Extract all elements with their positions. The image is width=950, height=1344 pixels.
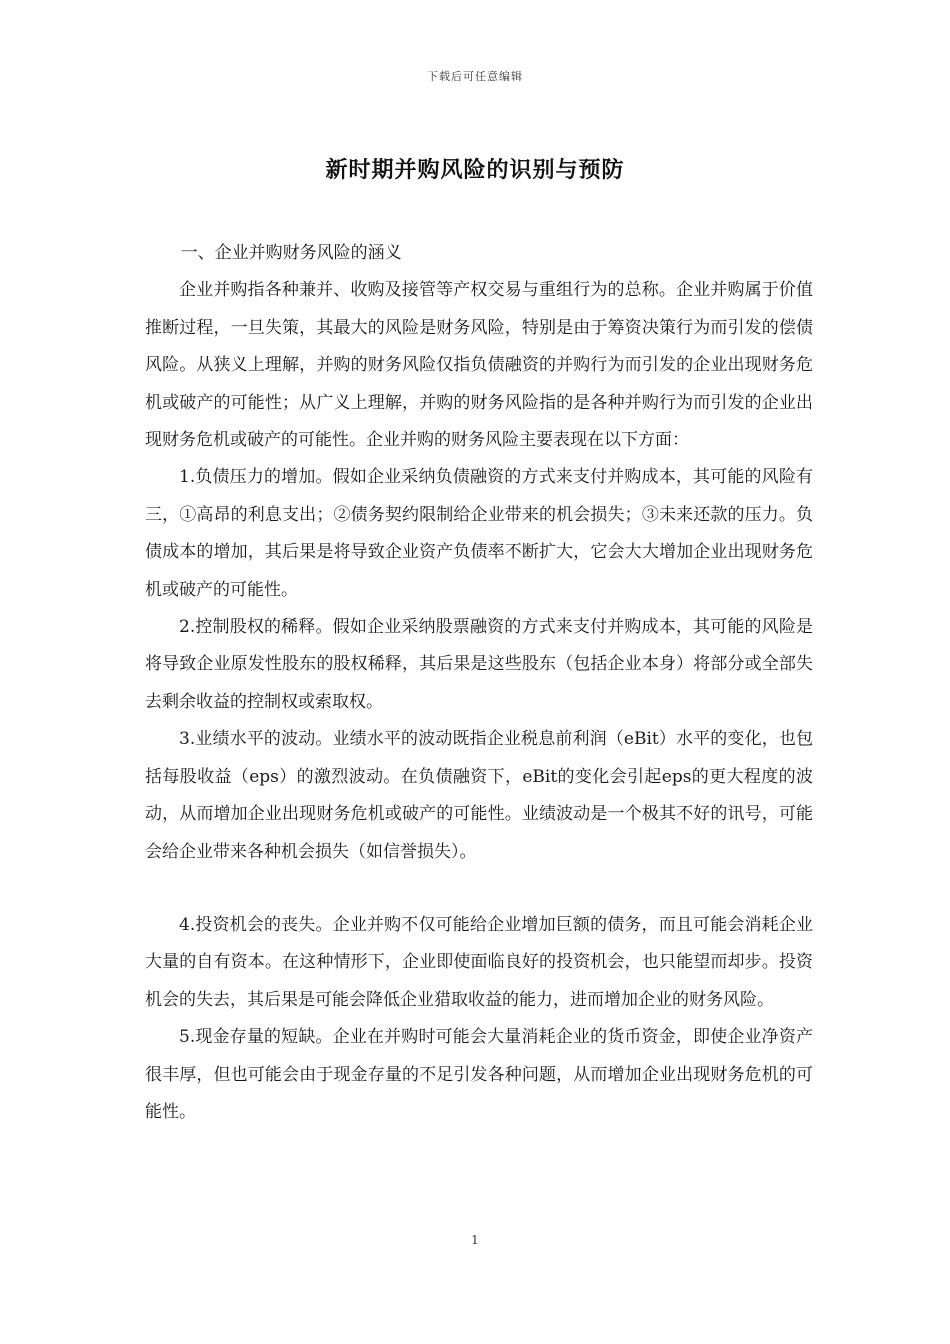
paragraph-cash-shortage: 5.现金存量的短缺。企业在并购时可能会大量消耗企业的货币资金，即使企业净资产很丰厚，但也可能会由于现金存量的不足引发各种问题，从而增加企业出现财务危机的可能性。: [145, 1027, 813, 1122]
paragraph-debt-pressure: 1.负债压力的增加。假如企业采纳负债融资的方式来支付并购成本，其可能的风险有三，①高昂的利息支出；②债务契约限制给企业带来的机会损失；③未来还款的压力。负债成本的增加，其后果是将导致企业资产负债率不断扩大，它会大大增加企业出现财务危机或破产的可能性。: [145, 467, 813, 600]
paragraph-intro: 企业并购指各种兼并、收购及接管等产权交易与重组行为的总称。企业并购属于价值推断过程，一旦失策，其最大的风险是财务风险，特别是由于筹资决策行为而引发的偿债风险。从狭义上理解，并购的财务风险仅指负债融资的并购行为而引发的企业出现财务危机或破产的可能性；从广义上理解，并购的财务风险指的是各种并购行为而引发的企业出现财务危机或破产的可能性。企业并购的财务风险主要表现在以下方面：: [145, 280, 813, 451]
document-title: 新时期并购风险的识别与预防: [325, 158, 625, 183]
paragraph-spacer: [145, 871, 813, 907]
document-body: [145, 235, 813, 1131]
paragraph-investment-opportunity: 4.投资机会的丧失。企业并购不仅可能给企业增加巨额的债务，而且可能会消耗企业大量的自有资本。在这种情形下，企业即使面临良好的投资机会，也只能望而却步。投资机会的失去，其后果是可能会降低企业猎取收益的能力，进而增加企业的财务风险。: [145, 914, 813, 1010]
header-note: 下载后可任意编辑: [427, 70, 523, 83]
page-number: 1: [471, 1233, 479, 1247]
paragraph-performance-volatility: 3.业绩水平的波动。业绩水平的波动既指企业税息前利润（eBit）水平的变化，也包括每股收益（eps）的激烈波动。在负债融资下，eBit的变化会引起eps的更大程度的波动，从而增加企业出现财务危机或破产的可能性。业绩波动是一个极其不好的讯号，可能会给企业带来各种机会损失（如信誉损失）。: [145, 729, 813, 862]
paragraph-equity-dilution: 2.控制股权的稀释。假如企业采纳股票融资的方式来支付并购成本，其可能的风险是将导致企业原发性股东的股权稀释，其后果是这些股东（包括企业本身）将部分或全部失去剩余收益的控制权或索取权。: [145, 617, 813, 712]
section-heading: 一、企业并购财务风险的涵义: [180, 243, 402, 263]
